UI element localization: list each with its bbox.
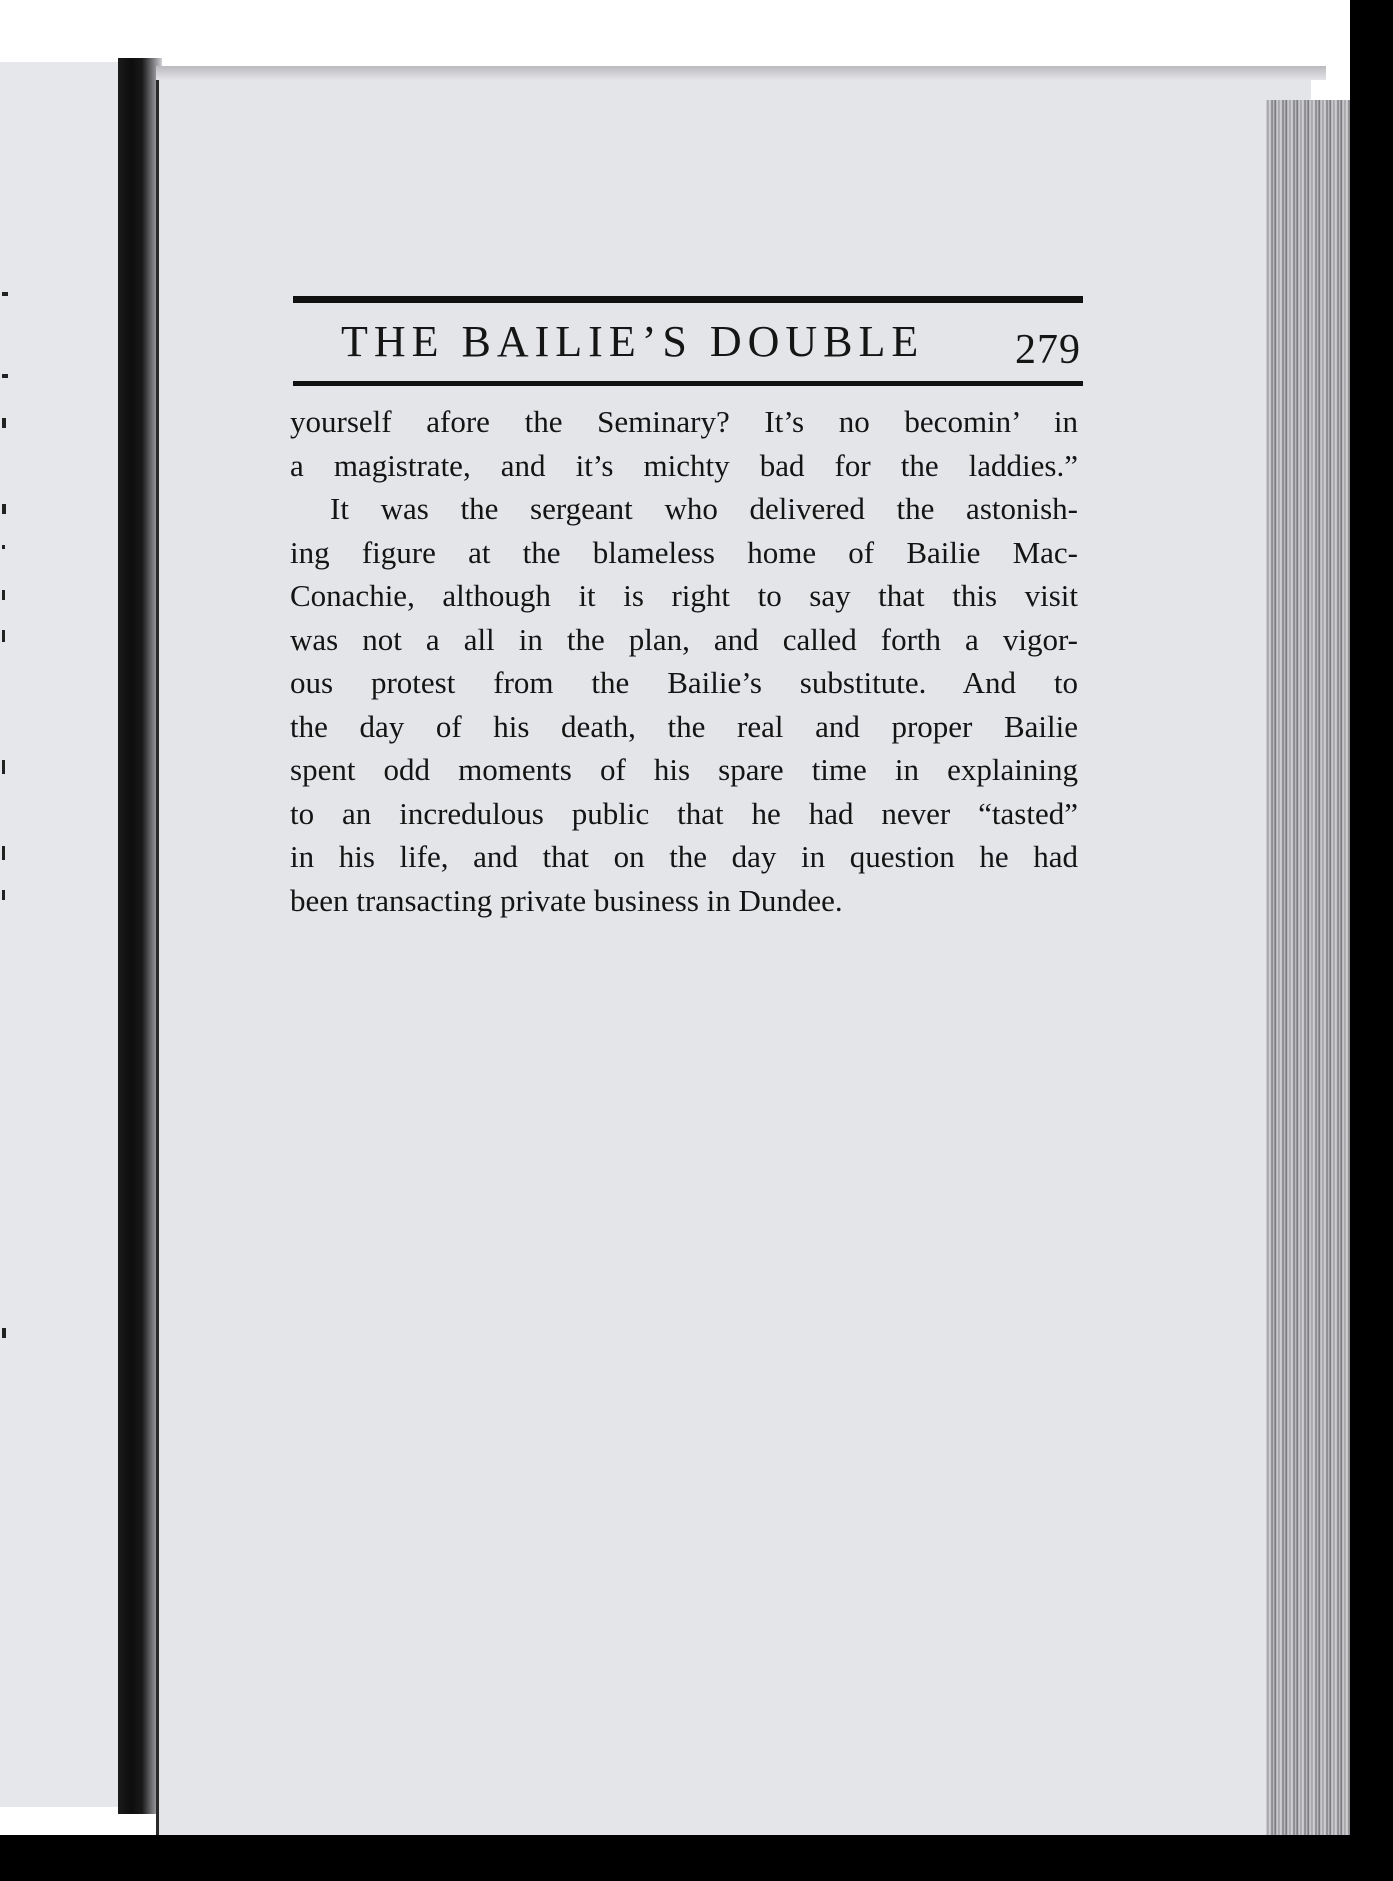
ink-mark <box>2 890 5 900</box>
ink-mark <box>2 418 6 428</box>
text-line: to an incredulous public that he had never “tasted” <box>290 795 1078 831</box>
ink-mark <box>2 760 5 774</box>
ink-mark <box>2 504 6 514</box>
text-line: in his life, and that on the day in question he had <box>290 839 1078 874</box>
adjacent-left-page <box>0 62 122 1807</box>
running-head-title: THE BAILIE’S DOUBLE <box>341 317 925 366</box>
text-line: Conachie, although it is right to say that this visit <box>290 578 1078 613</box>
page-number: 279 <box>1015 327 1081 373</box>
text-line: yourself afore the Seminary? It’s no becomin’ in <box>290 404 1078 439</box>
scan-background-bottom <box>0 1835 1393 1881</box>
text-line: a magistrate, and it’s michty bad for the laddies.” <box>290 447 1078 483</box>
ink-mark <box>2 1328 6 1338</box>
ink-mark <box>2 846 5 860</box>
page-top-shadow <box>156 66 1326 80</box>
ink-mark <box>2 545 5 549</box>
scan-background-right <box>1350 0 1393 1881</box>
text-line: the day of his death, the real and proper Bailie <box>290 708 1078 744</box>
text-line-paragraph-start: It was the sergeant who delivered the astonish- <box>330 491 1078 526</box>
page-block-edges <box>1266 100 1350 1845</box>
ink-mark <box>2 292 8 296</box>
running-head-top-rule <box>293 296 1083 303</box>
ink-mark <box>2 630 5 642</box>
ink-mark <box>2 590 5 600</box>
text-line: ing figure at the blameless home of Bailie Mac- <box>290 534 1078 570</box>
text-line: spent odd moments of his spare time in explaining <box>290 752 1078 787</box>
text-line: was not a all in the plan, and called forth a vigor- <box>290 621 1078 657</box>
text-line: been transacting private business in Dundee. <box>290 882 843 918</box>
running-head-bottom-rule <box>293 381 1083 386</box>
running-head <box>293 312 1083 376</box>
text-line: ous protest from the Bailie’s substitute. And to <box>290 665 1078 700</box>
body-text <box>290 400 1078 922</box>
ink-mark <box>2 374 8 378</box>
